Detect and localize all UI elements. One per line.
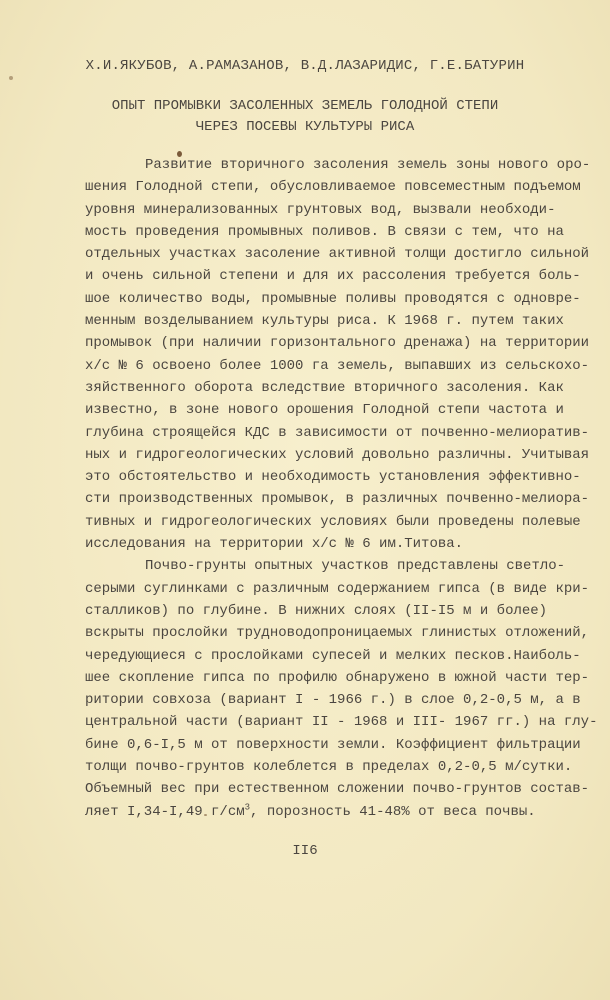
paragraph-2-line: бине 0,6-I,5 м от поверхности земли. Коэффициент фильтрации (85, 736, 581, 753)
paragraph-1-line: и очень сильной степени и для их рассоления требуется боль- (85, 268, 581, 285)
paragraph-2-line: шее скопление гипса по профилю обнаружено в южной части тер- (85, 669, 590, 686)
paragraph-1-line: шое количество воды, промывные поливы проводятся с одновре- (85, 290, 581, 307)
article-title-line-2: ЧЕРЕЗ ПОСЕВЫ КУЛЬТУРЫ РИСА (195, 119, 415, 135)
paragraph-1-line: шения Голодной степи, обусловливаемое повсеместным подъемом (85, 179, 581, 196)
paragraph-1-line: мость проведения промывных поливов. В связи с тем, что на (85, 223, 564, 240)
paragraph-2-line: центральной части (вариант II - 1968 и III- 1967 гг.) на глу- (85, 714, 598, 731)
paragraph-1-line: отдельных участках засоление активной толщи достигло сильной (85, 246, 590, 263)
paragraph-1-line: уровня минерализованных грунтовых вод, вызвали необходи- (85, 201, 556, 218)
authors: Х.И.ЯКУБОВ, А.РАМАЗАНОВ, В.Д.ЛАЗАРИДИС, Г.Е.БАТУРИН (85, 58, 525, 74)
paragraph-2-line: Объемный вес при естественном сложении почво-грунтов состав- (85, 781, 590, 798)
paragraph-1-line: зяйственного оборота вследствие вторичного засоления. Как (85, 379, 564, 396)
paragraph-1-line: менным возделыванием культуры риса. К 1968 г. путем таких (85, 313, 564, 330)
paragraph-1-line: глубина строящейся КДС в зависимости от почвенно-мелиоратив- (85, 424, 590, 441)
paragraph-2-line: Почво-грунты опытных участков представлены светло- (145, 558, 566, 575)
paragraph-2-line: сталликов) по глубине. В нижних слоях (II-I5 м и более) (85, 602, 548, 619)
paragraph-1-line: это обстоятельство и необходимость установления эффективно- (85, 469, 581, 486)
paragraph-2-line: ритории совхоза (вариант I - 1966 г.) в слое 0,2-0,5 м, а в (85, 692, 581, 709)
last-line-text: , порозность 41-48% от веса почвы. (250, 803, 536, 820)
ink-speck (9, 76, 13, 80)
paragraph-1-line: Развитие вторичного засоления земель зоны нового оро- (145, 157, 591, 173)
paragraph-2-last-line (85, 801, 595, 823)
paragraph-1-line: известно, в зоне нового орошения Голодной степи частота и (85, 402, 564, 419)
paragraph-1-line: промывок (при наличии горизонтального дренажа) на территории (85, 335, 590, 352)
paragraph-2-line: вскрыты прослойки трудноводопроницаемых глинистых отложений, (85, 625, 590, 642)
paragraph-2-line: чередующиеся с прослойками супесей и мелких песков.Наиболь- (85, 647, 581, 664)
superscript: 3 (244, 801, 251, 812)
paragraph-2-line: серыми суглинками с различным содержанием гипса (в виде кри- (85, 580, 590, 597)
paragraph-1-line: сти производственных промывок, в различных почвенно-мелиора- (85, 491, 590, 508)
paragraph-2-line: толщи почво-грунтов колеблется в пределах 0,2-0,5 м/сутки. (85, 759, 573, 776)
last-line-text: ляет I,34-I,49 г/см (85, 803, 245, 820)
article-body (85, 154, 598, 823)
paragraph-1-line: х/с № 6 освоено более 1000 га земель, выпавших из сельскохо- (85, 357, 590, 374)
paragraph-1-line: исследования на территории х/с № 6 им.Титова. (85, 536, 464, 553)
page-number: II6 (292, 843, 318, 859)
article-title-line-1: ОПЫТ ПРОМЫВКИ ЗАСОЛЕННЫХ ЗЕМЕЛЬ ГОЛОДНОЙ СТЕПИ (111, 98, 499, 114)
paragraph-1-line: ных и гидрогеологических условий довольно различны. Учитывая (85, 446, 590, 463)
paragraph-1-line: тивных и гидрогеологических условиях были проведены полевые (85, 513, 581, 530)
